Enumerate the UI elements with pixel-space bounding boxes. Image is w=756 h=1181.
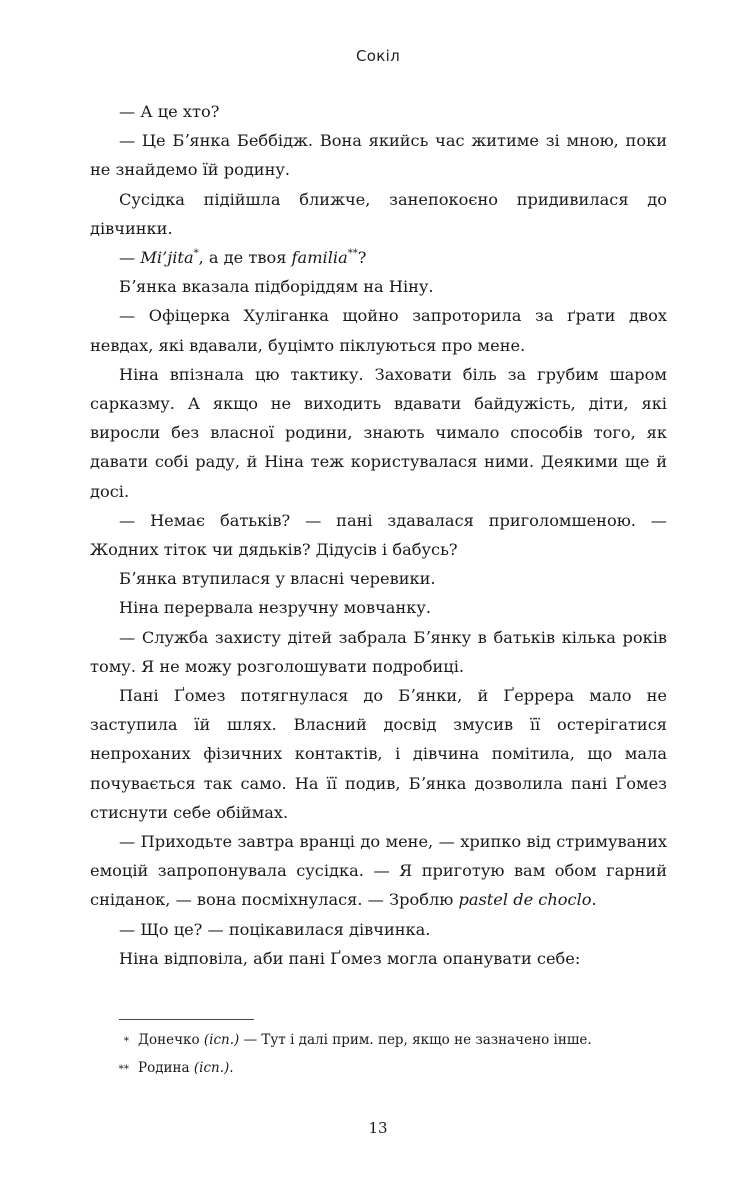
paragraph: — Немає батьків? — пані здавалася приголомшеною. — Жодних тіток чи дядьків? Дідусів і бабусь? bbox=[90, 510, 667, 560]
footnote-divider bbox=[119, 1019, 254, 1020]
footnotes bbox=[90, 1027, 690, 1083]
footnote-text: Донечко (ісп.) — Тут і далі прим. пер, якщо не зазначено інше. bbox=[138, 1032, 592, 1048]
paragraph: — Mi’jita*, а де твоя familia**? bbox=[119, 248, 367, 268]
paragraph: — Що це? — поцікавилася дівчинка. bbox=[119, 919, 431, 939]
footnote bbox=[90, 1027, 690, 1055]
footnote-mark: * bbox=[123, 1035, 129, 1047]
paragraph: Ніна відповіла, аби пані Ґомез могла опанувати себе: bbox=[119, 948, 581, 968]
paragraph: Сусідка підійшла ближче, занепокоєно придивилася до дівчинки. bbox=[90, 189, 667, 238]
paragraph: Бʼянка втупилася у власні черевики. bbox=[119, 569, 436, 589]
foreign-word: Mi’jita bbox=[140, 248, 194, 268]
footnote-mark: ** bbox=[118, 1063, 129, 1075]
paragraph: — Служба захисту дітей забрала Бʼянку в батьків кілька років тому. Я не можу розголошувати подробиці. bbox=[90, 627, 667, 676]
paragraph: — Це Бʼянка Беббідж. Вона якийсь час житиме зі мною, поки не знайдемо їй родину. bbox=[90, 131, 667, 180]
footnote-text: Родина (ісп.). bbox=[138, 1060, 234, 1076]
footnote-ref: * bbox=[193, 248, 199, 260]
page-number: 13 bbox=[368, 1119, 388, 1137]
running-head: Сокіл bbox=[356, 47, 400, 65]
paragraph: Пані Ґомез потягнулася до Бʼянки, й Ґеррера мало не заступила їй шлях. Власний досвід змусив її остерігатися непроханих фізичних контактів, і дівчина помітила, що мала почувається так само. На її подив, Бʼянка дозволила пані Ґомез стиснути себе обіймах. bbox=[90, 686, 667, 822]
paragraph: — А це хто? bbox=[119, 102, 220, 121]
footnote bbox=[90, 1055, 690, 1083]
foreign-word: pastel de choclo bbox=[458, 890, 592, 910]
paragraph: Бʼянка вказала підборіддям на Ніну. bbox=[119, 277, 434, 297]
paragraph: — Офіцерка Хуліганка щойно запроторила за ґрати двох невдах, які вдавали, буцімто піклуються про мене. bbox=[90, 306, 667, 355]
footnote-ref: ** bbox=[347, 248, 358, 260]
paragraph: — Приходьте завтра вранці до мене, — хрипко від стримуваних емоцій запропонувала сусідка. — Я приготую вам обом гарний сніданок, — вона посміхнулася. — Зроблю pastel de choclo. bbox=[90, 832, 667, 910]
paragraph: Ніна перервала незручну мовчанку. bbox=[119, 598, 432, 618]
paragraph: Ніна впізнала цю тактику. Заховати біль за грубим шаром сарказму. А якщо не виходить вдавати байдужість, діти, які виросли без власної родини, знають чимало способів того, як давати собі раду, й Ніна теж користувалася ними. Деякими ще й досі. bbox=[90, 364, 667, 501]
foreign-word: familia bbox=[291, 248, 348, 268]
body-text bbox=[90, 97, 667, 973]
